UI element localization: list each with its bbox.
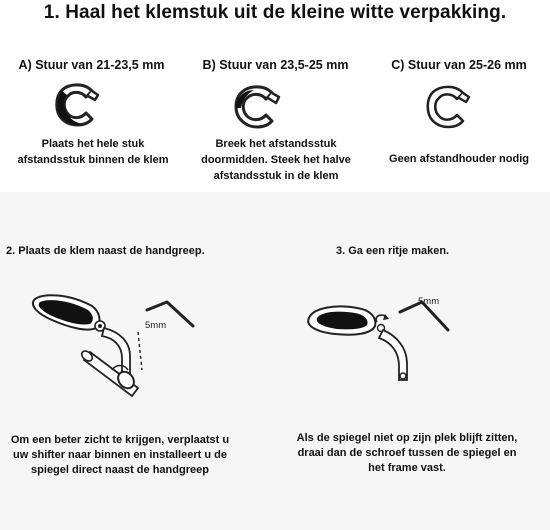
step-2-heading: 2. Plaats de klem naast de handgreep. <box>6 245 205 257</box>
option-b-description: Breek het afstandsstuk doormidden. Steek het halve afstandsstuk in de klem <box>201 138 351 182</box>
option-a-description: Plaats het hele stuk afstandsstuk binnen de klem <box>17 138 169 166</box>
page-title: 1. Haal het klemstuk uit de kleine witte verpakking. <box>43 2 507 23</box>
mirror-handlebar-illustration <box>30 290 160 400</box>
step-3-description: Als de spiegel niet op zijn plek blijft zitten, draai dan de schroef tussen de spiegel en het frame vast. <box>296 432 518 474</box>
option-c-description: Geen afstandhouder nodig <box>389 153 529 165</box>
step-3-tool-label: 5mm <box>418 296 440 307</box>
option-a-heading: A) Stuur van 21-23,5 mm <box>18 58 165 72</box>
option-c-heading: C) Stuur van 25-26 mm <box>391 58 527 72</box>
clamp-full-spacer-icon <box>52 82 102 130</box>
hex-key-icon <box>145 300 195 340</box>
clamp-half-spacer-icon <box>230 84 284 132</box>
step-2-description: Om een beter zicht te krijgen, verplaatst u uw shifter naar binnen en installeert u de spiegel direct naast de handgreep <box>10 434 230 476</box>
hex-key-icon <box>396 296 451 338</box>
clamp-no-spacer-icon <box>423 84 473 132</box>
step-2-tool-label: 5mm <box>145 320 167 331</box>
option-b-heading: B) Stuur van 23,5-25 mm <box>202 58 349 72</box>
step-3-heading: 3. Ga een ritje maken. <box>336 245 450 257</box>
